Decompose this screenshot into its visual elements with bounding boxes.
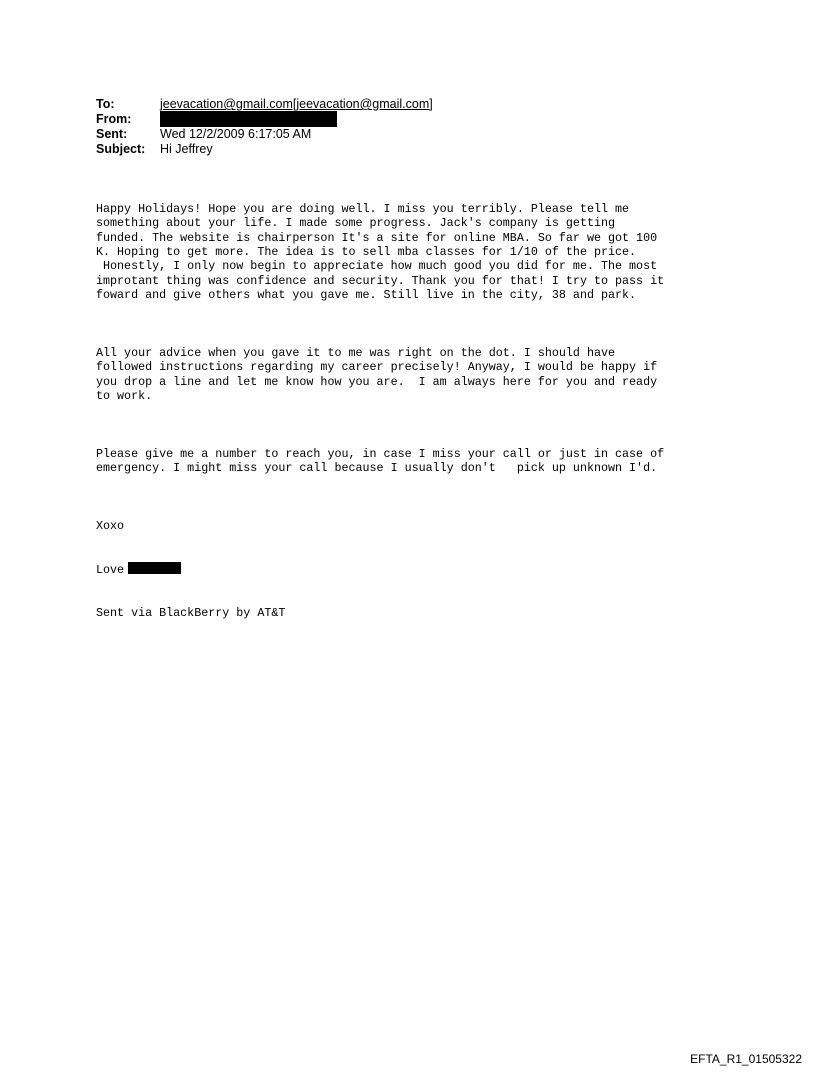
subject-label: Subject: (96, 142, 146, 156)
signature-redaction-box (128, 562, 181, 574)
document-id: EFTA_R1_01505322 (690, 1052, 802, 1066)
from-label: From: (96, 112, 132, 126)
from-redaction-box (160, 111, 337, 127)
email-header (96, 97, 433, 157)
to-label: To: (96, 97, 115, 111)
subject-value: Hi Jeffrey (160, 142, 213, 156)
from-row (96, 112, 433, 127)
to-row (96, 97, 433, 112)
sent-row (96, 127, 433, 142)
closing-line: Xoxo (96, 518, 125, 533)
love-line (96, 562, 664, 577)
body-paragraph-1: Happy Holidays! Hope you are doing well. I miss you terribly. Please tell me something about your life. I made some progress. Jack's company is getting funded. The website is chairperson It's a site for online MBA. So far we got 100 K. Hoping to get more. The idea is to sell mba classes for 1/10 of the price. Honestly, I only now begin to appreciate how much good you did for me. The most improtant thing was confidence and security. Thank you for that! I try to pass it foward and give others what you gave me. Still live in the city, 38 and park. (96, 201, 665, 303)
body-paragraph-3: Please give me a number to reach you, in case I miss your call or just in case of emergency. I might miss your call because I usually don't pick up unknown I'd. (96, 446, 665, 476)
sent-label: Sent: (96, 127, 128, 141)
subject-row (96, 142, 433, 157)
device-line: Sent via BlackBerry by AT&T (96, 606, 286, 621)
email-body (96, 173, 664, 635)
body-paragraph-2: All your advice when you gave it to me was right on the dot. I should have followed instructions regarding my career precisely! Anyway, I would be happy if you drop a line and let me know how you are. I am always here for you and ready to work. (96, 345, 658, 404)
love-label: Love (96, 562, 125, 577)
to-address-link[interactable]: jeevacation@gmail.com[jeevacation@gmail.com] (160, 97, 433, 111)
sent-datetime: Wed 12/2/2009 6:17:05 AM (160, 127, 312, 141)
